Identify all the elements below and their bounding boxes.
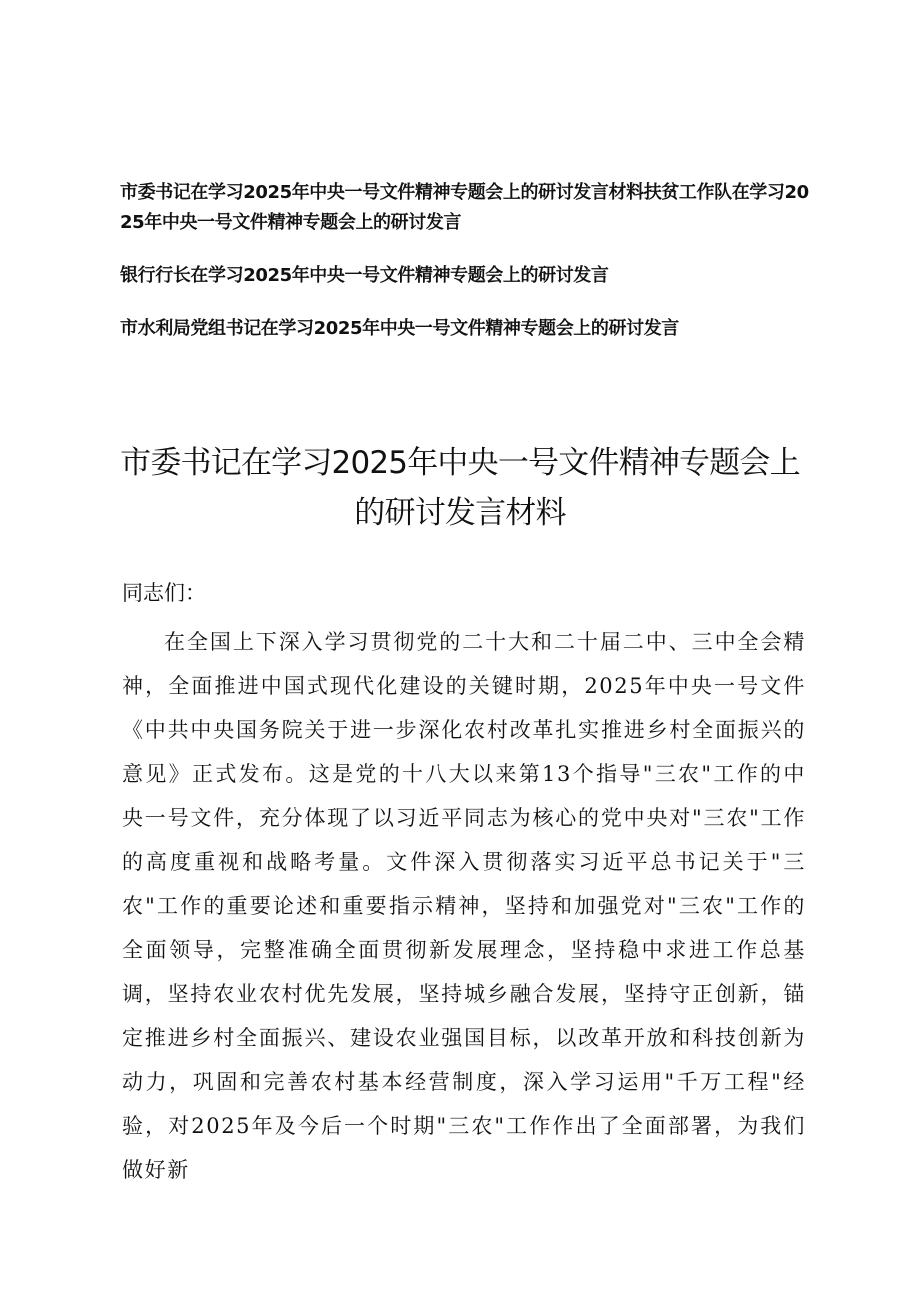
toc-item-2[interactable]: 银行行长在学习2025年中央一号文件精神专题会上的研讨发言 <box>120 265 609 286</box>
toc-item-3[interactable]: 市水利局党组书记在学习2025年中央一号文件精神专题会上的研讨发言 <box>120 318 679 339</box>
salutation: 同志们： <box>122 581 206 605</box>
table-of-contents <box>120 178 820 367</box>
body-paragraph: 在全国上下深入学习贯彻党的二十大和二十届二中、三中全会精神，全面推进中国式现代化建设的关键时期，2025年中央一号文件《中共中央国务院关于进一步深化农村改革扎实推进乡村全面振兴的意见》正式发布。这是党的十八大以来第13个指导"三农"工作的中央一号文件，充分体现了以习近平同志为核心的党中央对"三农"工作的高度重视和战略考量。文件深入贯彻落实习近平总书记关于"三农"工作的重要论述和重要指示精神，坚持和加强党对"三农"工作的全面领导，完整准确全面贯彻新发展理念，坚持稳中求进工作总基调，坚持农业农村优先发展，坚持城乡融合发展，坚持守正创新，锚定推进乡村全面振兴、建设农业强国目标，以改革开放和科技创新为动力，巩固和完善农村基本经营制度，深入学习运用"千万工程"经验，对2025年及今后一个时期"三农"工作作出了全面部署，为我们做好新 <box>122 630 806 1182</box>
article-title: 市委书记在学习2025年中央一号文件精神专题会上的研讨发言材料 <box>120 445 800 531</box>
toc-item-1[interactable]: 市委书记在学习2025年中央一号文件精神专题会上的研讨发言材料扶贫工作队在学习2025年中央一号文件精神专题会上的研讨发言 <box>120 182 809 233</box>
